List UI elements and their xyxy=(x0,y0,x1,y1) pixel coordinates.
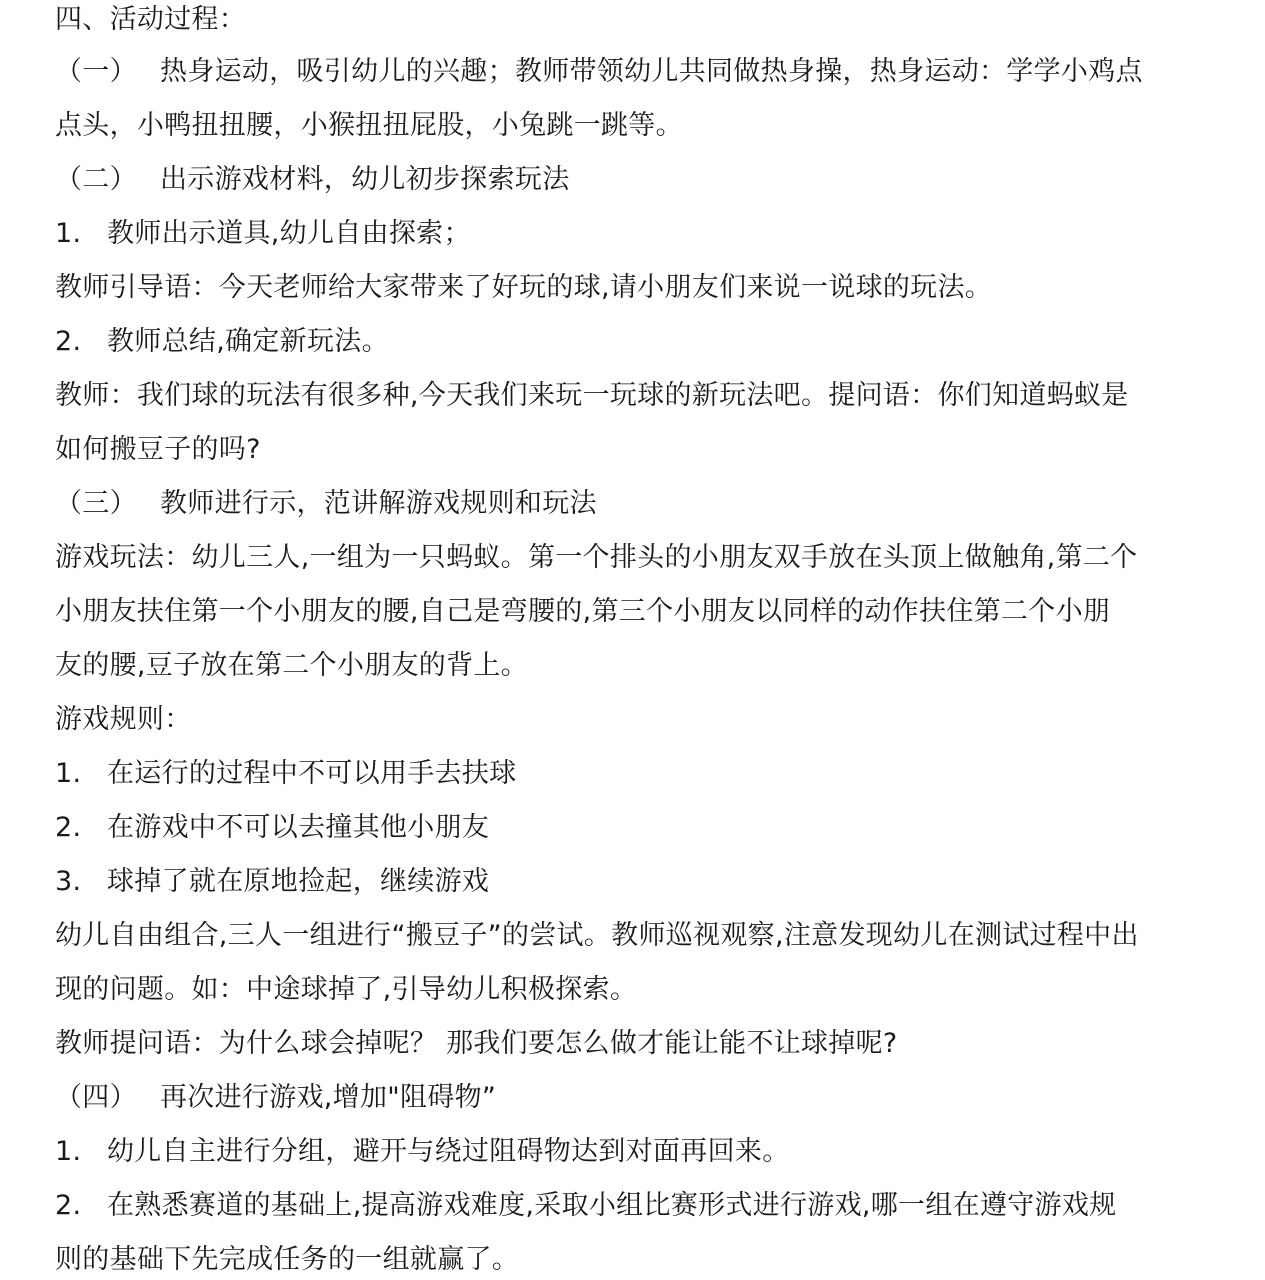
list-item xyxy=(55,324,1225,360)
play-text-continuation: 小朋友扶住第一个小朋友的腰,自己是弯腰的,第三个小朋友以同样的动作扶住第二个小朋 xyxy=(55,596,1111,627)
section-1-marker: （一） xyxy=(55,56,137,87)
list-text: 教师出示道具,幼儿自由探索； xyxy=(107,218,471,249)
guide-text: 教师引导语：今天老师给大家带来了好玩的球,请小朋友们来说一说球的玩法。 xyxy=(55,272,993,303)
paragraph-line xyxy=(55,594,1225,630)
section-4-text: 再次进行游戏,增加"阻碍物” xyxy=(160,1082,497,1113)
paragraph-line xyxy=(55,1026,1225,1062)
paragraph-line xyxy=(55,648,1225,684)
list-text-continuation: 则的基础下先完成任务的一组就赢了。 xyxy=(55,1244,520,1275)
paragraph-line xyxy=(55,702,1225,738)
free-text: 幼儿自由组合,三人一组进行“搬豆子”的尝试。教师巡视观察,注意发现幼儿在测试过程中出 xyxy=(55,920,1139,951)
list-text: 幼儿自主进行分组，避开与绕过阻碍物达到对面再回来。 xyxy=(107,1136,790,1167)
section-2-marker: （二） xyxy=(55,164,137,195)
paragraph-line xyxy=(55,918,1225,954)
ask-text: 教师提问语：为什么球会掉呢？ 那我们要怎么做才能让能不让球掉呢? xyxy=(55,1028,898,1059)
paragraph-line xyxy=(55,432,1225,468)
paragraph-line xyxy=(55,270,1225,306)
teacher-text-continuation: 如何搬豆子的吗? xyxy=(55,434,261,465)
section-1-continuation: 点头，小鸭扭扭腰，小猴扭扭屁股，小兔跳一跳等。 xyxy=(55,110,683,141)
list-number: 1. xyxy=(55,758,82,789)
play-text-end: 友的腰,豆子放在第二个小朋友的背上。 xyxy=(55,650,528,681)
paragraph-line xyxy=(55,108,1225,144)
list-text: 在熟悉赛道的基础上,提高游戏难度,采取小组比赛形式进行游戏,哪一组在遵守游戏规 xyxy=(107,1190,1117,1221)
free-text-continuation: 现的问题。如：中途球掉了,引导幼儿积极探索。 xyxy=(55,974,638,1005)
section-2-title xyxy=(55,162,1225,198)
list-text: 教师总结,确定新玩法。 xyxy=(107,326,389,357)
list-item xyxy=(55,1134,1225,1170)
list-number: 2. xyxy=(55,1190,82,1221)
section-3-marker: （三） xyxy=(55,488,137,519)
list-text: 在游戏中不可以去撞其他小朋友 xyxy=(107,812,490,843)
list-text: 在运行的过程中不可以用手去扶球 xyxy=(107,758,517,789)
list-item xyxy=(55,216,1225,252)
section-2-text: 出示游戏材料，幼儿初步探索玩法 xyxy=(160,164,570,195)
paragraph-line xyxy=(55,378,1225,414)
section-3-title xyxy=(55,486,1225,522)
paragraph-line xyxy=(55,972,1225,1008)
list-number: 3. xyxy=(55,866,82,897)
list-item xyxy=(55,756,1225,792)
list-item xyxy=(55,810,1225,846)
section-3-text: 教师进行示，范讲解游戏规则和玩法 xyxy=(160,488,597,519)
section-4-marker: （四） xyxy=(55,1082,137,1113)
paragraph-line xyxy=(55,1242,1225,1278)
rules-heading: 游戏规则： xyxy=(55,704,192,735)
play-text: 游戏玩法：幼儿三人,一组为一只蚂蚁。第一个排头的小朋友双手放在头顶上做触角,第二个 xyxy=(55,542,1138,573)
section-heading xyxy=(55,2,1225,38)
section-1-title xyxy=(55,54,1225,90)
list-item xyxy=(55,864,1225,900)
list-number: 2. xyxy=(55,326,82,357)
list-item xyxy=(55,1188,1225,1224)
section-1-text: 热身运动，吸引幼儿的兴趣；教师带领幼儿共同做热身操，热身运动：学学小鸡点 xyxy=(160,56,1143,87)
teacher-text: 教师：我们球的玩法有很多种,今天我们来玩一玩球的新玩法吧。提问语：你们知道蚂蚁是 xyxy=(55,380,1129,411)
section-4-title xyxy=(55,1080,1225,1116)
list-text: 球掉了就在原地捡起，继续游戏 xyxy=(107,866,490,897)
list-number: 2. xyxy=(55,812,82,843)
list-number: 1. xyxy=(55,218,82,249)
list-number: 1. xyxy=(55,1136,82,1167)
heading-text: 四、活动过程： xyxy=(55,4,247,35)
paragraph-line xyxy=(55,540,1225,576)
